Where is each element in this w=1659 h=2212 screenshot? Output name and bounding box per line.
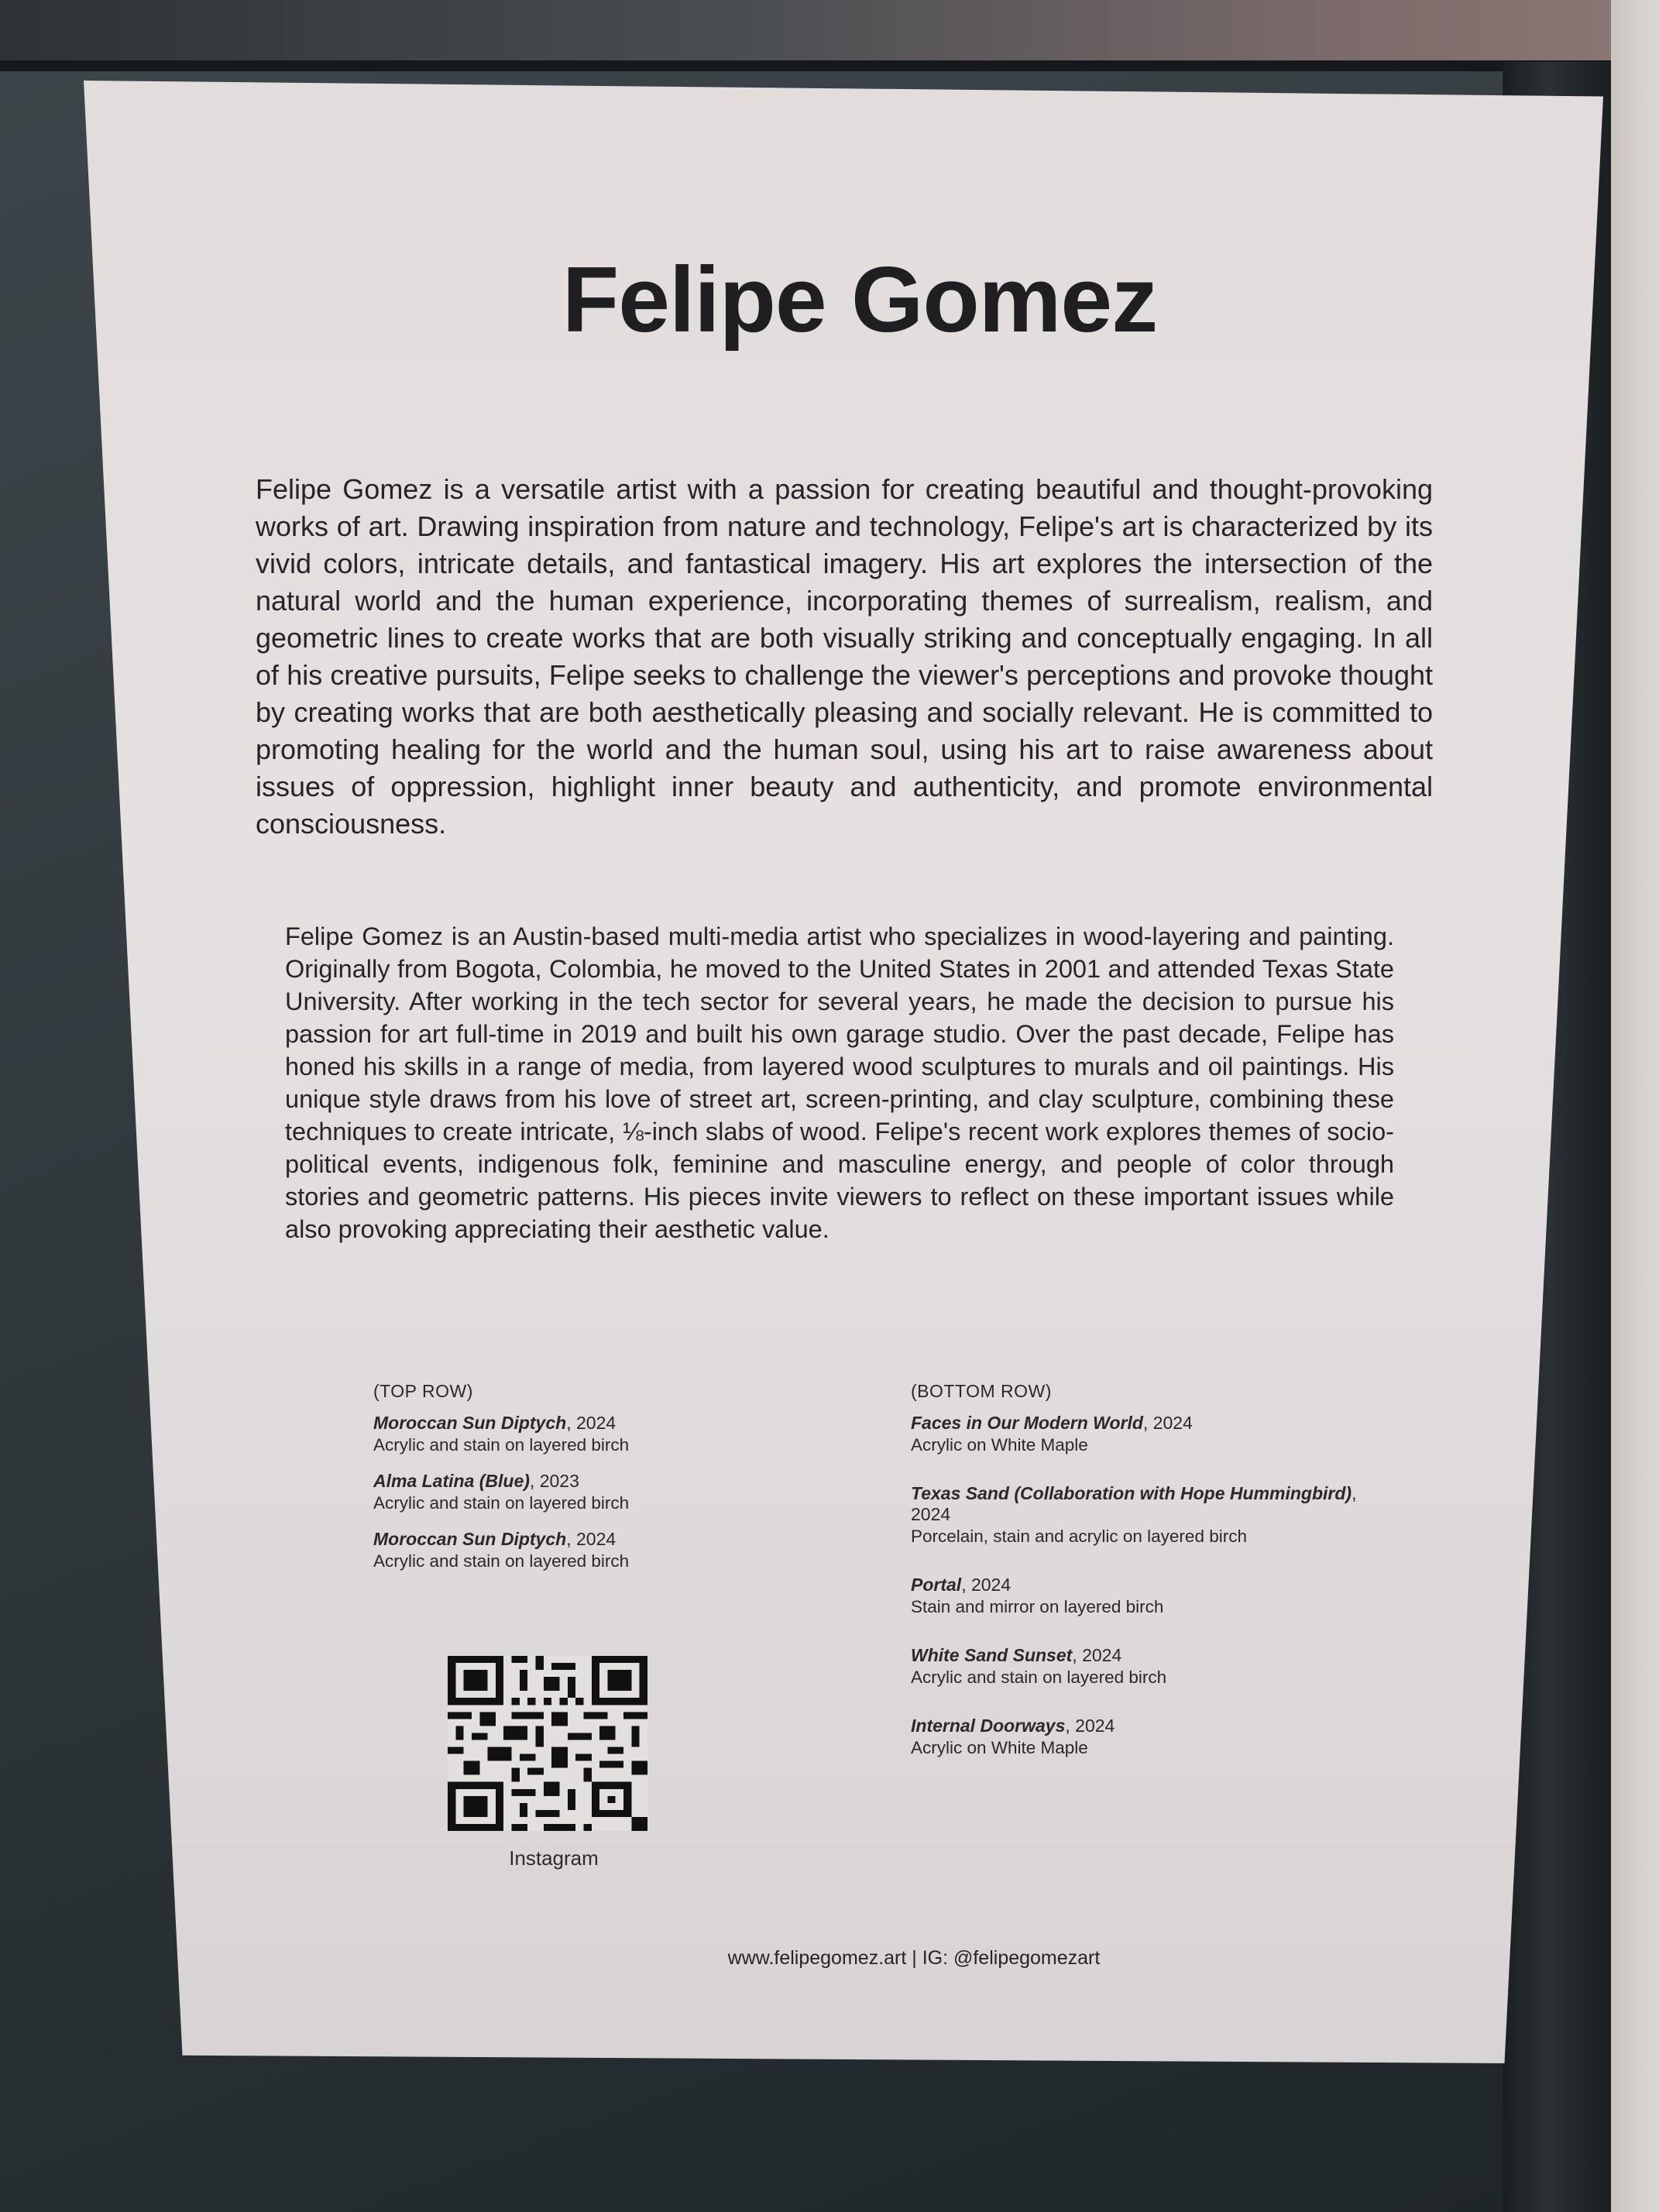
wall-edge xyxy=(1611,0,1659,2212)
ceiling-band xyxy=(0,0,1659,62)
work-medium: Stain and mirror on layered birch xyxy=(911,1597,1164,1616)
footer-contact: www.felipegomez.art | IG: @felipegomezart xyxy=(727,1947,1101,1969)
work-item xyxy=(911,1483,1391,1547)
work-year: , 2024 xyxy=(1072,1645,1122,1665)
work-medium: Acrylic and stain on layered birch xyxy=(373,1493,630,1513)
artist-name: Felipe Gomez xyxy=(562,248,1158,352)
work-medium: Acrylic on White Maple xyxy=(911,1435,1088,1455)
work-title: Texas Sand (Collaboration with Hope Hummingbird) xyxy=(911,1483,1352,1503)
work-year: , 2024 xyxy=(1065,1716,1115,1736)
work-title: Internal Doorways xyxy=(911,1716,1066,1736)
work-year: , 2024 xyxy=(566,1413,617,1433)
bottom-row-works xyxy=(911,1381,1391,1786)
work-medium: Acrylic on White Maple xyxy=(911,1738,1088,1757)
frame-top-rail xyxy=(0,60,1659,71)
bio-paragraph-2: Felipe Gomez is an Austin-based multi-media artist who specializes in wood-layering and painting. Originally from Bogota, Colombia, he moved to the United States in 2001 and attended Texas State University. After working in the tech sector for several years, he made the decision to pursue his passion for art full-time in 2019 and built his own garage studio. Over the past decade, Felipe has honed his skills in a range of media, from layered wood sculptures to murals and oil paintings. His unique style draws from his love of street art, screen-printing, and clay sculpture, combining these techniques to create intricate, ⅛-inch slabs of wood. Felipe's recent work explores themes of socio-political events, indigenous folk, feminine and masculine energy, and people of color through stories and geometric patterns. His pieces invite viewers to reflect on these important issues while also provoking appreciating their aesthetic value. xyxy=(285,922,1394,1243)
work-year: , 2024 xyxy=(1142,1413,1193,1433)
top-row-works xyxy=(373,1381,807,1587)
work-title: Moroccan Sun Diptych xyxy=(373,1413,567,1433)
qr-code-icon[interactable] xyxy=(448,1656,647,1831)
work-title: Alma Latina (Blue) xyxy=(373,1471,530,1491)
work-item xyxy=(373,1413,807,1455)
work-item xyxy=(911,1645,1391,1688)
work-medium: Acrylic and stain on layered birch xyxy=(373,1435,630,1455)
bio-paragraph-1: Felipe Gomez is a versatile artist with a passion for creating beautiful and thought-provoking works of art. Drawing inspiration from nature and technology, Felipe's art is characterized by its vivid colors, intricate details, and fantastical imagery. His art explores the intersection of the natural world and the human experience, incorporating themes of surrealism, realism, and geometric lines to create works that are both visually striking and conceptually engaging. In all of his creative pursuits, Felipe seeks to challenge the viewer's perceptions and provoke thought by creating works that are both aesthetically pleasing and socially relevant. He is committed to promoting healing for the world and the human soul, using his art to raise awareness about issues of oppression, highlight inner beauty and authenticity, and promote environmental consciousness. xyxy=(256,473,1433,840)
qr-label: Instagram xyxy=(509,1846,599,1870)
work-medium: Acrylic and stain on layered birch xyxy=(373,1551,630,1571)
top-row-heading: (TOP ROW) xyxy=(373,1381,473,1401)
work-year: , 2024 xyxy=(961,1575,1012,1595)
work-title: White Sand Sunset xyxy=(911,1645,1073,1665)
work-title: Moroccan Sun Diptych xyxy=(373,1529,567,1549)
work-medium: Acrylic and stain on layered birch xyxy=(911,1668,1167,1687)
work-item xyxy=(911,1716,1391,1758)
work-item xyxy=(373,1529,807,1571)
work-title: Faces in Our Modern World xyxy=(911,1413,1143,1433)
work-item xyxy=(911,1413,1391,1455)
work-item xyxy=(911,1575,1391,1617)
work-medium: Porcelain, stain and acrylic on layered birch xyxy=(911,1527,1247,1546)
work-item xyxy=(373,1471,807,1513)
bottom-row-heading: (BOTTOM ROW) xyxy=(911,1381,1052,1401)
work-year: , 2024 xyxy=(911,1483,1357,1524)
work-year: , 2023 xyxy=(529,1471,579,1491)
work-year: , 2024 xyxy=(566,1529,617,1549)
work-title: Portal xyxy=(911,1575,962,1595)
